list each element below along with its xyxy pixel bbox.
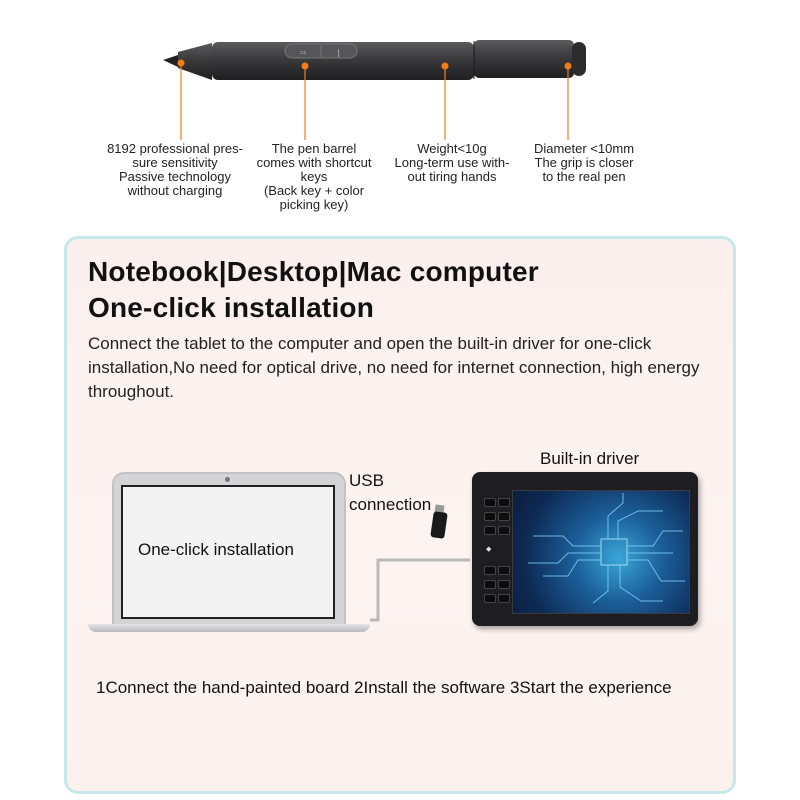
driver-label: Built-in driver [540, 449, 640, 468]
installation-steps: 1Connect the hand-painted board 2Install the software 3Start the experience [96, 678, 672, 697]
laptop-screen-text: One-click installation [138, 540, 294, 559]
panel-title-line1: Notebook|Desktop|Mac computer [88, 256, 539, 287]
callout-diameter: Diameter <10mm The grip is closer to the real pen [533, 141, 635, 184]
panel-title-line2: One-click installation [88, 292, 375, 323]
svg-text:|: | [337, 48, 340, 57]
tablet-logo: ◆ [486, 545, 492, 553]
callout-weight: Weight<10g Long-term use with- out tiring hands [394, 141, 510, 184]
tablet-active-area [512, 490, 690, 614]
circuit-pattern [513, 491, 689, 613]
usb-label-line2: connection [349, 495, 432, 514]
panel-description: Connect the tablet to the computer and open the built-in driver for one-click installation,No need for optical drive, no need for internet connection, high energy throughout. [88, 334, 700, 401]
callout-shortcut-keys: The pen barrel comes with shortcut keys (Back key + color picking key) [256, 141, 372, 212]
callout-pressure: 8192 professional pres- sure sensitivity Passive technology without charging [107, 141, 243, 198]
svg-text:⇨: ⇨ [300, 48, 307, 57]
usb-label-line1: USB [349, 471, 384, 490]
